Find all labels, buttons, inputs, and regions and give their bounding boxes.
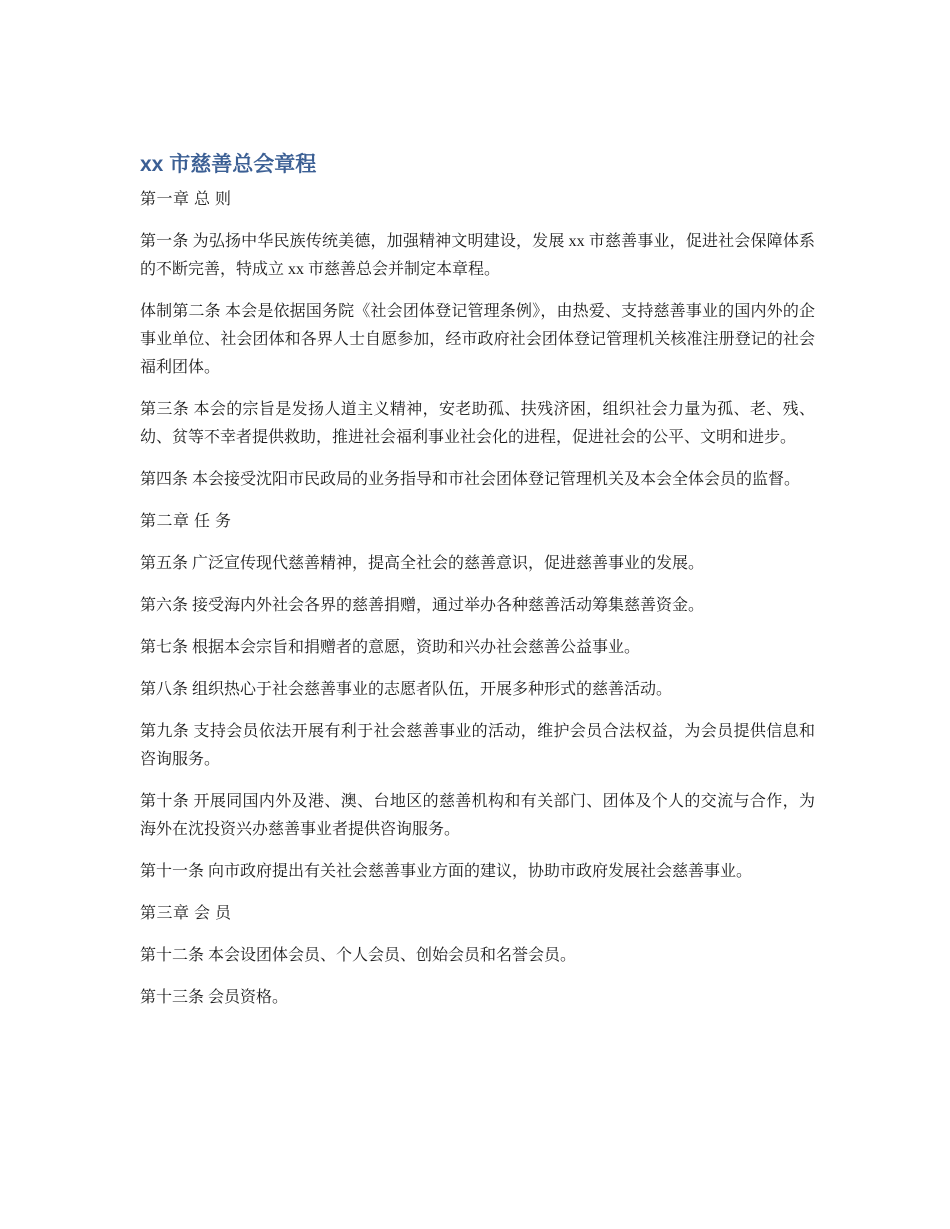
article-paragraph: 第六条 接受海内外社会各界的慈善捐赠，通过举办各种慈善活动筹集慈善资金。 — [140, 597, 705, 614]
article-paragraph: 第九条 支持会员依法开展有利于社会慈善事业的活动，维护会员合法权益，为会员提供信息和咨询服务。 — [140, 723, 815, 768]
article-paragraph: 第十三条 会员资格。 — [140, 989, 289, 1006]
chapter-heading: 第一章 总 则 — [140, 191, 232, 208]
chapter-heading: 第三章 会 员 — [140, 905, 232, 922]
article-paragraph: 第三条 本会的宗旨是发扬人道主义精神，安老助孤、扶残济困，组织社会力量为孤、老、残、幼、贫等不幸者提供救助，推进社会福利事业社会化的进程，促进社会的公平、文明和进步。 — [140, 401, 815, 446]
article-paragraph: 体制第二条 本会是依据国务院《社会团体登记管理条例》，由热爱、支持慈善事业的国内外的企事业单位、社会团体和各界人士自愿参加，经市政府社会团体登记管理机关核准注册登记的社会福利团体。 — [140, 303, 815, 376]
document-body — [140, 150, 815, 1026]
article-paragraph: 第十条 开展同国内外及港、澳、台地区的慈善机构和有关部门、团体及个人的交流与合作，为海外在沈投资兴办慈善事业者提供咨询服务。 — [140, 793, 815, 838]
chapter-heading: 第二章 任 务 — [140, 513, 232, 530]
document-title: xx 市慈善总会章程 — [140, 153, 317, 176]
article-paragraph: 第十一条 向市政府提出有关社会慈善事业方面的建议，协助市政府发展社会慈善事业。 — [140, 863, 753, 880]
article-paragraph: 第八条 组织热心于社会慈善事业的志愿者队伍，开展多种形式的慈善活动。 — [140, 681, 673, 698]
article-paragraph: 第四条 本会接受沈阳市民政局的业务指导和市社会团体登记管理机关及本会全体会员的监督。 — [140, 471, 801, 488]
article-paragraph: 第七条 根据本会宗旨和捐赠者的意愿，资助和兴办社会慈善公益事业。 — [140, 639, 641, 656]
article-paragraph: 第五条 广泛宣传现代慈善精神，提高全社会的慈善意识，促进慈善事业的发展。 — [140, 555, 705, 572]
article-paragraph: 第十二条 本会设团体会员、个人会员、创始会员和名誉会员。 — [140, 947, 577, 964]
article-paragraph: 第一条 为弘扬中华民族传统美德，加强精神文明建设，发展 xx 市慈善事业，促进社会保障体系的不断完善，特成立 xx 市慈善总会并制定本章程。 — [140, 233, 815, 278]
